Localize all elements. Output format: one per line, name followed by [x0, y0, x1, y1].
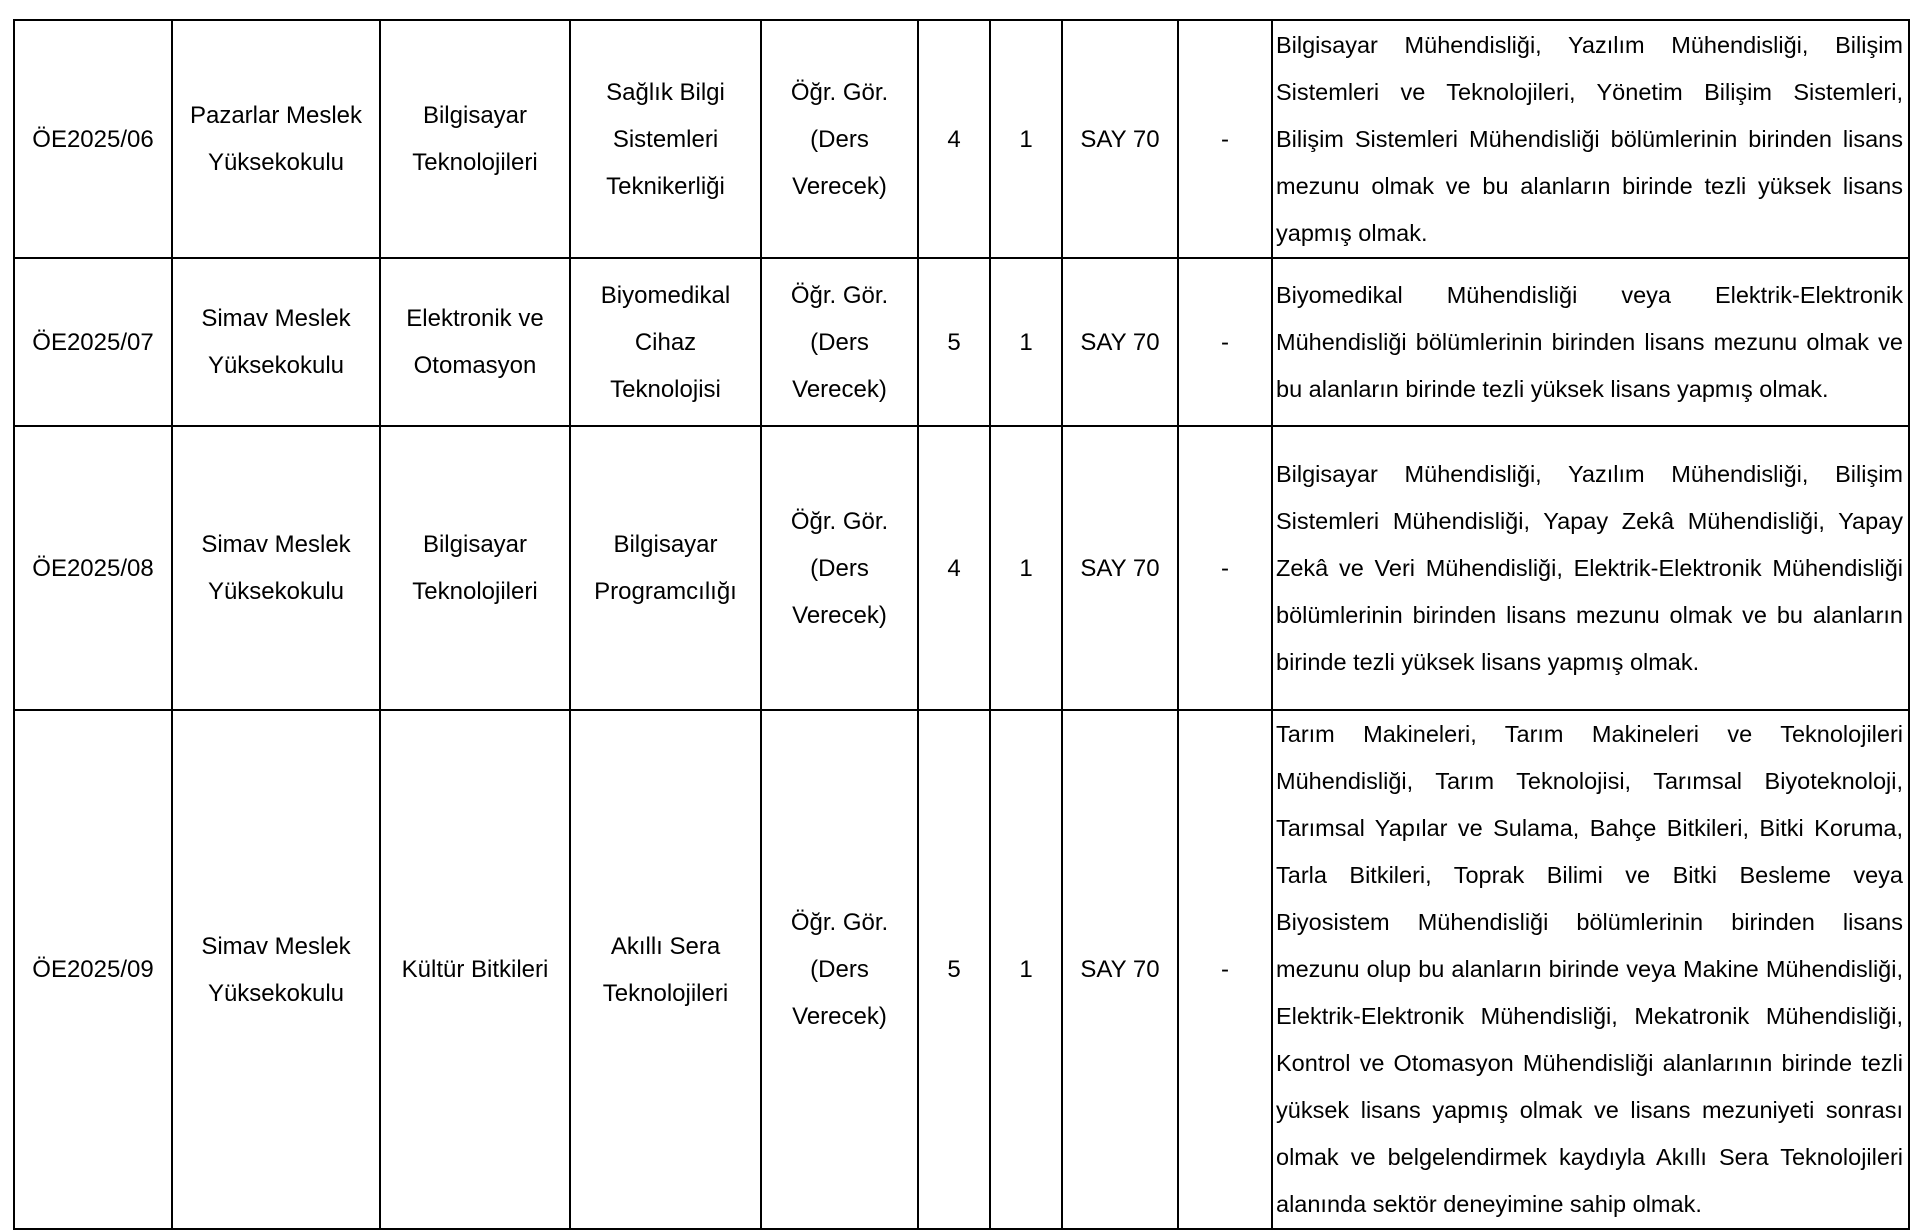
position-count: 1: [990, 426, 1062, 710]
school-name: Simav Meslek Yüksekokulu: [172, 258, 380, 426]
requirements-text: Tarım Makineleri, Tarım Makineleri ve Teknolojileri Mühendisliği, Tarım Teknolojisi, Tarımsal Biyoteknoloji, Tarımsal Yapılar ve Sulama, Bahçe Bitkileri, Bitki Koruma, Tarla Bitkileri, Toprak Bilimi ve Bitki Besleme veya Biyosistem Mühendisliği bölümlerinin birinden lisans mezunu olup bu alanların birinde veya Makine Mühendisliği, Elektrik-Elektronik Mühendisliği, Mekatronik Mühendisliği, Kontrol ve Otomasyon Mühendisliği alanlarının birinde tezli yüksek lisans yapmış olmak ve lisans mezuniyeti sonrası olmak ve belgelendirmek kaydıyla Akıllı Sera Teknolojileri alanında sektör deneyimine sahip olmak.: [1272, 710, 1909, 1229]
school-name: Pazarlar Meslek Yüksekokulu: [172, 20, 380, 258]
ales-score: SAY 70: [1062, 258, 1178, 426]
degree-value: 4: [918, 426, 990, 710]
table-row: [14, 20, 1909, 258]
foreign-language-score: -: [1178, 426, 1272, 710]
school-name: Simav Meslek Yüksekokulu: [172, 710, 380, 1229]
staff-title: Öğr. Gör. (Ders Verecek): [761, 426, 918, 710]
degree-value: 5: [918, 258, 990, 426]
school-name: Simav Meslek Yüksekokulu: [172, 426, 380, 710]
foreign-language-score: -: [1178, 20, 1272, 258]
requirements-text: Biyomedikal Mühendisliği veya Elektrik-Elektronik Mühendisliği bölümlerinin birinden lisans mezunu olmak ve bu alanların birinde tezli yüksek lisans yapmış olmak.: [1272, 258, 1909, 426]
degree-value: 4: [918, 20, 990, 258]
staff-title: Öğr. Gör. (Ders Verecek): [761, 258, 918, 426]
ales-score: SAY 70: [1062, 710, 1178, 1229]
staff-title: Öğr. Gör. (Ders Verecek): [761, 710, 918, 1229]
foreign-language-score: -: [1178, 258, 1272, 426]
staff-title: Öğr. Gör. (Ders Verecek): [761, 20, 918, 258]
table-row: [14, 710, 1909, 1229]
ales-score: SAY 70: [1062, 426, 1178, 710]
position-count: 1: [990, 710, 1062, 1229]
degree-value: 5: [918, 710, 990, 1229]
ales-score: SAY 70: [1062, 20, 1178, 258]
table-row: [14, 426, 1909, 710]
requirements-text: Bilgisayar Mühendisliği, Yazılım Mühendisliği, Bilişim Sistemleri ve Teknolojileri, Yönetim Bilişim Sistemleri, Bilişim Sistemleri Mühendisliği bölümlerinin birinden lisans mezunu olmak ve bu alanların birinde tezli yüksek lisans yapmış olmak.: [1272, 20, 1909, 258]
department-name: Elektronik ve Otomasyon: [380, 258, 570, 426]
requirements-text: Bilgisayar Mühendisliği, Yazılım Mühendisliği, Bilişim Sistemleri Mühendisliği, Yapay Zekâ Mühendisliği, Yapay Zekâ ve Veri Mühendisliği, Elektrik-Elektronik Mühendisliği bölümlerinin birinden lisans mezunu olmak ve bu alanların birinde tezli yüksek lisans yapmış olmak.: [1272, 426, 1909, 710]
department-name: Bilgisayar Teknolojileri: [380, 426, 570, 710]
position-code: ÖE2025/09: [14, 710, 172, 1229]
position-table: [13, 19, 1910, 1230]
position-code: ÖE2025/06: [14, 20, 172, 258]
department-name: Bilgisayar Teknolojileri: [380, 20, 570, 258]
program-name: Biyomedikal Cihaz Teknolojisi: [570, 258, 761, 426]
program-name: Akıllı Sera Teknolojileri: [570, 710, 761, 1229]
position-count: 1: [990, 258, 1062, 426]
department-name: Kültür Bitkileri: [380, 710, 570, 1229]
table-row: [14, 258, 1909, 426]
position-count: 1: [990, 20, 1062, 258]
position-code: ÖE2025/08: [14, 426, 172, 710]
program-name: Bilgisayar Programcılığı: [570, 426, 761, 710]
position-code: ÖE2025/07: [14, 258, 172, 426]
foreign-language-score: -: [1178, 710, 1272, 1229]
program-name: Sağlık Bilgi Sistemleri Teknikerliği: [570, 20, 761, 258]
